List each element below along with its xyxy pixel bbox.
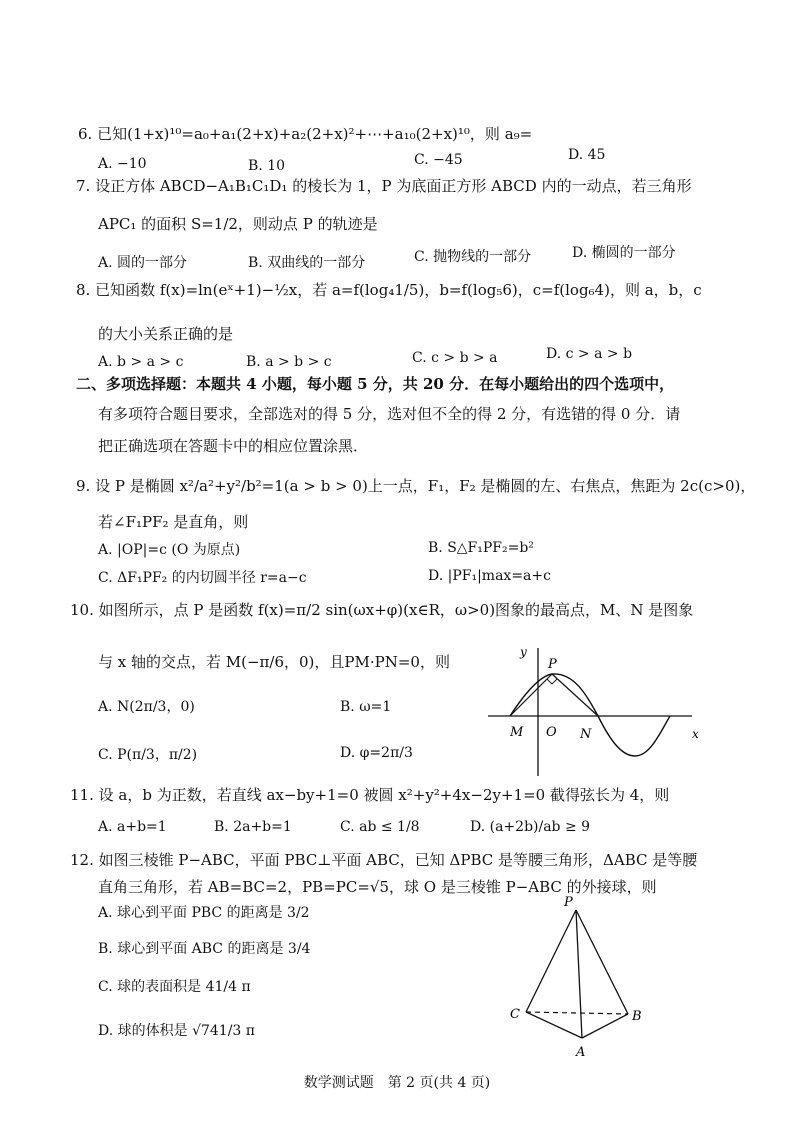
q8-option-b: B. a > b > c [246, 354, 332, 370]
page-footer: 数学测试题 第 2 页(共 4 页) [303, 1075, 491, 1091]
edge-cb-hidden [526, 1012, 628, 1014]
q9-stem-line1: 9. 设 P 是椭圆 x²/a²+y²/b²=1(a > b > 0)上一点，F₁，F₂ 是椭圆的左、右焦点，焦距为 2c(c>0)， [76, 477, 756, 495]
q11-option-c: C. ab ≤ 1/8 [340, 819, 420, 835]
label-p: P [564, 895, 573, 910]
edge-pa [576, 910, 582, 1038]
q6-option-d: D. 45 [568, 147, 606, 163]
q7-stem-line2: APC₁ 的面积 S=1/2，则动点 P 的轨迹是 [98, 215, 378, 233]
q11-option-a: A. a+b=1 [98, 819, 167, 835]
q9-option-b: B. S△F₁PF₂=b² [428, 540, 534, 556]
q7-option-c: C. 抛物线的一部分 [414, 249, 532, 265]
q8-option-c: C. c > b > a [412, 350, 498, 366]
right-angle-mark [547, 679, 557, 684]
section2-line3: 把正确选项在答题卡中的相应位置涂黑． [98, 437, 369, 455]
q12-stem-line1: 12. 如图三棱锥 P−ABC，平面 PBC⊥平面 ABC，已知 ΔPBC 是等腰三角形，ΔABC 是等腰 [70, 851, 698, 869]
label-b: B [632, 1009, 642, 1024]
q6-option-b: B. 10 [248, 158, 286, 174]
q9-option-c: C. ΔF₁PF₂ 的内切圆半径 r=a−c [98, 570, 307, 586]
label-y: y [520, 645, 527, 659]
q10-option-d: D. φ=2π/3 [340, 745, 413, 761]
q8-stem-line2: 的大小关系正确的是 [98, 325, 234, 343]
label-c: C [510, 1007, 520, 1022]
q7-option-b: B. 双曲线的一部分 [248, 255, 366, 271]
label-n: N [580, 727, 592, 742]
q6-stem: 6. 已知(1+x)¹⁰=a₀+a₁(2+x)+a₂(2+x)²+⋯+a₁₀(2+x)¹⁰，则 a₉= [78, 125, 533, 143]
q12-option-c: C. 球的表面积是 41/4 π [98, 979, 251, 995]
q12-option-a: A. 球心到平面 PBC 的距离是 3/2 [98, 905, 310, 921]
q12-pyramid-figure [500, 892, 650, 1062]
q10-stem-line1: 10. 如图所示，点 P 是函数 f(x)=π/2 sin(ωx+φ)(x∈R，ω>0)图象的最高点，M、N 是图象 [70, 601, 694, 619]
q12-option-b: B. 球心到平面 ABC 的距离是 3/4 [98, 941, 311, 957]
q12-option-d: D. 球的体积是 √741/3 π [98, 1023, 255, 1039]
sine-curve [510, 674, 670, 756]
edge-pb [576, 910, 628, 1014]
q8-option-a: A. b > a > c [98, 354, 184, 370]
edge-pc [526, 910, 576, 1012]
q6-option-c: C. −45 [414, 152, 463, 168]
q9-option-a: A. |OP|=c (O 为原点) [98, 542, 241, 558]
q6-option-a: A. −10 [98, 156, 147, 172]
edge-ca [526, 1012, 582, 1038]
q10-sine-figure [480, 638, 710, 783]
segment-pn [552, 674, 598, 716]
label-o: O [546, 725, 557, 740]
q10-option-c: C. P(π/3，π/2) [98, 747, 198, 763]
section2-line1: 二、多项选择题：本题共 4 小题，每小题 5 分，共 20 分．在每小题给出的四个选项中， [76, 375, 675, 393]
q11-option-b: B. 2a+b=1 [214, 819, 292, 835]
label-x: x [692, 727, 699, 741]
section2-line2: 有多项符合题目要求，全部选对的得 5 分，选对但不全的得 2 分，有选错的得 0 分．请 [98, 405, 681, 423]
label-m: M [510, 725, 524, 740]
q8-option-d: D. c > a > b [546, 346, 633, 362]
edge-ab [582, 1014, 628, 1038]
q10-option-a: A. N(2π/3，0) [98, 699, 195, 715]
segment-pm [510, 674, 552, 716]
q9-stem-line2: 若∠F₁PF₂ 是直角，则 [98, 513, 249, 531]
q10-option-b: B. ω=1 [340, 699, 392, 715]
q8-stem-line1: 8. 已知函数 f(x)=ln(eˣ+1)−½x，若 a=f(log₄1/5)，b=f(log₅6)，c=f(log₆4)，则 a，b，c [76, 281, 702, 299]
q7-stem-line1: 7. 设正方体 ABCD−A₁B₁C₁D₁ 的棱长为 1，P 为底面正方形 ABCD 内的一动点，若三角形 [76, 177, 692, 195]
q11-stem: 11. 设 a，b 为正数，若直线 ax−by+1=0 被圆 x²+y²+4x−2y+1=0 截得弦长为 4，则 [70, 786, 670, 804]
q11-option-d: D. (a+2b)/ab ≥ 9 [470, 819, 591, 835]
label-a: A [576, 1045, 586, 1060]
q9-option-d: D. |PF₁|max=a+c [428, 568, 551, 584]
q12-stem-line2: 直角三角形，若 AB=BC=2，PB=PC=√5，球 O 是三棱锥 P−ABC 的外接球，则 [98, 878, 657, 896]
label-p: P [548, 657, 557, 672]
q7-option-a: A. 圆的一部分 [98, 255, 188, 271]
q10-stem-line2: 与 x 轴的交点，若 M(−π/6，0)，且PM·PN=0，则 [98, 653, 450, 671]
q7-option-d: D. 椭圆的一部分 [572, 245, 676, 261]
